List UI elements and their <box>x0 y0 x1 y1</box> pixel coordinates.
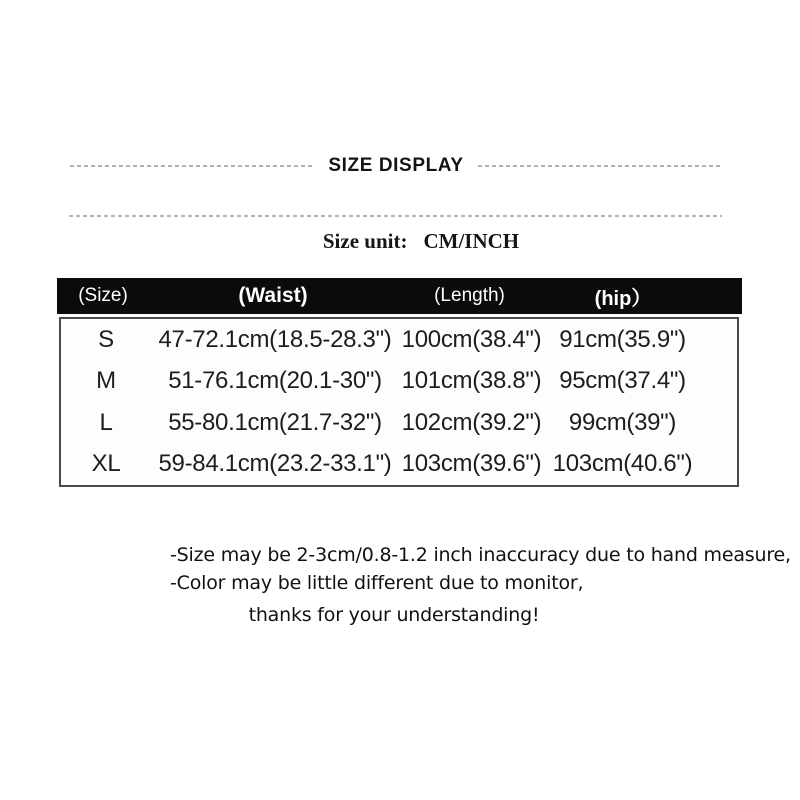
table-row-m <box>61 361 737 403</box>
size-table-header <box>57 278 742 314</box>
size-table <box>59 317 739 487</box>
header-cell-waist: (Waist) <box>238 284 308 307</box>
cell-size: S <box>98 325 114 353</box>
cell-hip: 99cm(39") <box>568 408 677 436</box>
cell-length: 103cm(39.6") <box>401 450 542 478</box>
size-unit-line <box>0 229 800 254</box>
dashed-rule-left <box>70 165 314 167</box>
dashed-rule-right <box>478 165 722 167</box>
cell-length: 100cm(38.4") <box>401 325 542 353</box>
page-title: SIZE DISPLAY <box>328 155 464 176</box>
table-row-xl <box>61 444 737 486</box>
cell-waist: 51-76.1cm(20.1-30") <box>168 367 382 395</box>
cell-waist: 59-84.1cm(23.2-33.1") <box>158 450 392 478</box>
size-unit-value: CM/INCH <box>423 229 520 253</box>
cell-waist: 55-80.1cm(21.7-32") <box>168 408 382 436</box>
note-thanks: thanks for your understanding! <box>248 604 540 626</box>
cell-hip: 91cm(35.9") <box>559 325 686 353</box>
cell-length: 101cm(38.8") <box>401 367 542 395</box>
table-row-s <box>61 319 737 361</box>
cell-size: XL <box>91 450 121 478</box>
title-row <box>70 155 722 177</box>
note-color-difference: -Color may be little different due to monitor, <box>170 572 584 594</box>
header-cell-hip: (hip） <box>594 287 652 310</box>
header-cell-length: (Length) <box>434 285 505 306</box>
cell-waist: 47-72.1cm(18.5-28.3") <box>158 325 392 353</box>
cell-size: M <box>96 367 116 395</box>
cell-hip: 95cm(37.4") <box>559 367 686 395</box>
table-row-l <box>61 402 737 444</box>
cell-size: L <box>99 408 113 436</box>
cell-length: 102cm(39.2") <box>401 408 542 436</box>
header-cell-size: (Size) <box>78 285 128 306</box>
cell-hip: 103cm(40.6") <box>552 450 693 478</box>
size-unit-label: Size unit: <box>322 229 408 253</box>
note-size-inaccuracy: -Size may be 2-3cm/0.8-1.2 inch inaccuracy due to hand measure, <box>170 544 791 566</box>
dashed-divider <box>69 215 722 217</box>
